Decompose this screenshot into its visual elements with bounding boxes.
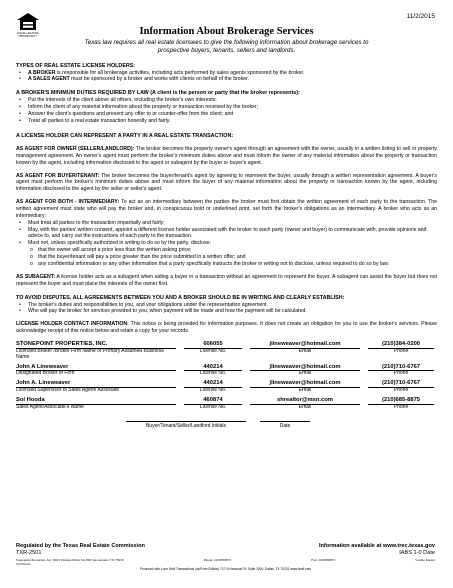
types-item-sales-agent-text: must be sponsored by a broker and works with clients on behalf of the broker. bbox=[69, 76, 250, 83]
email-label: Email bbox=[298, 387, 312, 394]
types-item-broker bbox=[16, 70, 437, 77]
broker-firm-name-field[interactable]: STONEPOINT PROPERTIES, INC. bbox=[16, 341, 176, 349]
broker-firm-license-field[interactable]: 606055 bbox=[184, 341, 242, 349]
subagent-paragraph bbox=[16, 274, 437, 288]
owner-lead: AS AGENT FOR OWNER (SELLER/LANDLORD): bbox=[16, 146, 135, 153]
email-label: Email bbox=[298, 370, 312, 377]
initials-field[interactable]: Buyer/Tenant/Seller/Landlord Initials bbox=[126, 421, 246, 430]
intermediary-lead: AS AGENT FOR BOTH - INTERMEDIARY: bbox=[16, 199, 120, 206]
sales-agent-label: Sales Agent/Associate's Name bbox=[16, 403, 84, 410]
sales-agent-name-field[interactable]: Sol Hooda bbox=[16, 397, 176, 405]
page-title: Information About Brokerage Services bbox=[139, 26, 314, 37]
sales-agent-license-field[interactable]: 460874 bbox=[184, 397, 242, 405]
form-id: TXR-2501 bbox=[16, 550, 42, 556]
firm-address: Stonepoint Properties, Inc. 8023 Vantage Drive Ste 800 San Antonio TX 78230 bbox=[16, 558, 124, 562]
logo-text: EQUAL HOUSING OPPORTUNITY bbox=[17, 32, 39, 38]
phone-label: Phone bbox=[393, 387, 409, 394]
form-version: IABS 1-0 Date bbox=[399, 550, 435, 556]
buyer-paragraph bbox=[16, 173, 437, 194]
info-available-link[interactable]: Information available at www.trec.texas.gov bbox=[318, 543, 435, 549]
produced-with-text: Produced with Lone Wolf Transactions (zipForm Edition) 717 N Harwood St, Suite 2200, Dallas, TX 75201 www.lwolf.com bbox=[139, 567, 312, 571]
intermediary-item: • Must treat all parties to the transaction impartially and fairly; bbox=[16, 220, 437, 227]
license-row-designated-broker bbox=[16, 364, 437, 378]
license-row-broker-firm bbox=[16, 341, 437, 360]
license-label: License No. bbox=[199, 348, 227, 355]
buyer-lead: AS AGENT FOR BUYER/TENANT: bbox=[16, 172, 100, 179]
license-label: License No. bbox=[199, 403, 227, 410]
types-item-sales-agent bbox=[16, 76, 437, 83]
regulated-by-text: Regulated by the Texas Real Estate Commission bbox=[16, 543, 145, 549]
intermediary-subitem: o that the buyer/tenant will pay a price greater than the price submitted in a written offer; and bbox=[16, 254, 437, 261]
form-date: 11/2/2015 bbox=[406, 13, 435, 20]
subagent-lead: AS SUBAGENT: bbox=[16, 273, 56, 280]
buyer-text: The broker becomes the buyer/tenant's agent by agreeing to represent the buyer, usually through a written representation agreement. A buyer's agent must perform the broker's minimum duties above and must inform the buyer of any material information about the property or transaction known by the agent, including information disclosed to the agent by the seller or seller's agent. bbox=[16, 172, 437, 193]
avoid-disputes-heading: TO AVOID DISPUTES, ALL AGREEMENTS BETWEEN YOU AND A BROKER SHOULD BE IN WRITING AND CLEARLY ESTABLISH: bbox=[16, 294, 345, 301]
types-item-sales-agent-bold: A SALES AGENT bbox=[28, 76, 70, 83]
email-label: Email bbox=[298, 348, 312, 355]
designated-broker-license-field[interactable]: 440214 bbox=[184, 364, 242, 372]
duties-item: • Answer the client's questions and present any offer to or counter-offer from the client; and bbox=[16, 111, 437, 118]
initials-date-field[interactable]: Date bbox=[260, 421, 310, 430]
license-row-supervisor bbox=[16, 380, 437, 394]
broker-firm-phone-field[interactable]: (210)384-0200 bbox=[368, 341, 434, 349]
avoid-disputes-item: • The broker's duties and responsibilities to you, and your obligations under the representation agreement. bbox=[16, 302, 437, 309]
license-label: License No. bbox=[199, 387, 227, 394]
form-owner-name: Sophie Kaestn bbox=[415, 558, 435, 562]
supervisor-email-field[interactable]: jlineweaver@hotmail.com bbox=[250, 380, 360, 388]
agent-small-name: Sol Hooda bbox=[16, 562, 31, 566]
intermediary-text: To act as an intermediary between the parties the broker must first obtain the written agreement of each party to the transaction. The written agreement must state who will pay the broker and, in conspicuous bold or underlined print, set forth the broker's obligations as an intermediary. A broker who acts as an intermediary: bbox=[16, 199, 437, 219]
equal-housing-logo bbox=[16, 12, 40, 39]
contact-text: This notice is being provided for information purposes. It does not create an obligation for you to use the broker's services. Please acknowledge receipt of this notice below and retain a copy for your records. bbox=[16, 321, 438, 335]
intermediary-subitem: o any confidential information or any other information that a party specifically instructs the broker in writing not to disclose, unless required to do so by law. bbox=[16, 261, 437, 268]
license-holder-table bbox=[16, 341, 437, 411]
phone-label: Phone bbox=[393, 370, 409, 377]
supervisor-license-field[interactable]: 440214 bbox=[184, 380, 242, 388]
duties-item: • Put the interests of the client above all others, including the broker's own interests; bbox=[16, 97, 437, 104]
intermediary-item: • May, with the parties' written consent, appoint a different license holder associated with the broker to each party (owner and buyer) to communicate with, provide opinions and advice to, and carry out the instructions of each party to the transaction. bbox=[16, 227, 437, 241]
page-subtitle: Texas law requires all real estate licensees to give the following information about brokerage services to prospective buyers, tenants, sellers and landlords. bbox=[84, 39, 369, 54]
firm-phone: Phone: 2106858875 bbox=[203, 558, 231, 562]
broker-firm-name-label: Licensed Broker /Broker Firm Name or Primary Assumed Business Name bbox=[16, 348, 164, 360]
designated-broker-label: Designated Broker of Firm bbox=[16, 370, 75, 377]
represent-heading: A LICENSE HOLDER CAN REPRESENT A PARTY IN A REAL ESTATE TRANSACTION: bbox=[16, 132, 234, 139]
supervisor-label: Licensed Supervisor of Sales Agent/ Associate bbox=[16, 387, 120, 394]
avoid-disputes-item: • Who will pay the broker for services provided to you, when payment will be made and how the payment will be calculated. bbox=[16, 308, 437, 315]
supervisor-name-field[interactable]: John A. Lineweaver bbox=[16, 380, 176, 388]
intermediary-paragraph bbox=[16, 199, 437, 220]
sales-agent-phone-field[interactable]: (210)685-8875 bbox=[368, 397, 434, 405]
phone-label: Phone bbox=[393, 348, 409, 355]
sales-agent-email-field[interactable]: shrealtor@msn.com bbox=[250, 397, 360, 405]
broker-firm-email-field[interactable]: jlineweaver@hotmail.com bbox=[250, 341, 360, 349]
designated-broker-email-field[interactable]: jlineweaver@hotmail.com bbox=[250, 364, 360, 372]
owner-text: The broker becomes the property owner's agent through an agreement with the owner, usually in a written listing to sell or property management agreement. An owner's agent must perform the broker's minimum duties above and must inform the owner of any material information about the property or transaction known by the agent, including information disclosed to the agent or subagent by the buyer or buyer's agent. bbox=[16, 146, 437, 166]
firm-fax: Fax: 2106858875 bbox=[311, 558, 336, 562]
license-row-sales-agent bbox=[16, 397, 437, 411]
types-item-broker-bold: A BROKER bbox=[28, 69, 56, 76]
supervisor-phone-field[interactable]: (210)710-6767 bbox=[368, 380, 434, 388]
subagent-text: A license holder acts as a subagent when aiding a buyer in a transaction without an agreement to represent the buyer. A subagent can assist the buyer but does not represent the buyer and must place the interests of the owner first. bbox=[16, 273, 437, 287]
designated-broker-name-field[interactable]: John A Lineweaver bbox=[16, 364, 176, 372]
equal-housing-opportunity-icon bbox=[16, 12, 40, 32]
duties-item: • Treat all parties to a real estate transaction honestly and fairly. bbox=[16, 118, 437, 125]
designated-broker-phone-field[interactable]: (210)710-6767 bbox=[368, 364, 434, 372]
intermediary-subitem: o that the owner will accept a price less than the written asking price; bbox=[16, 247, 437, 254]
license-label: License No. bbox=[199, 370, 227, 377]
email-label: Email bbox=[298, 403, 312, 410]
types-item-broker-text: is responsible for all brokerage activities, including acts performed by sales agents sponsored by the broker. bbox=[55, 69, 305, 76]
initials-row bbox=[126, 421, 437, 430]
duties-heading: A BROKER'S MINIMUM DUTIES REQUIRED BY LAW (A client is the person or party that the broker represents): bbox=[16, 90, 300, 97]
owner-paragraph bbox=[16, 146, 437, 167]
contact-lead: LICENSE HOLDER CONTACT INFORMATION: bbox=[16, 321, 129, 328]
contact-paragraph bbox=[16, 321, 437, 335]
phone-label: Phone bbox=[393, 403, 409, 410]
types-heading: TYPES OF REAL ESTATE LICENSE HOLDERS: bbox=[16, 62, 136, 69]
duties-item: • Inform the client of any material information about the property or transaction received by the broker; bbox=[16, 104, 437, 111]
intermediary-item: • Must not, unless specifically authorized in writing to do so by the party, disclose: bbox=[16, 240, 437, 247]
page-footer bbox=[16, 543, 435, 571]
